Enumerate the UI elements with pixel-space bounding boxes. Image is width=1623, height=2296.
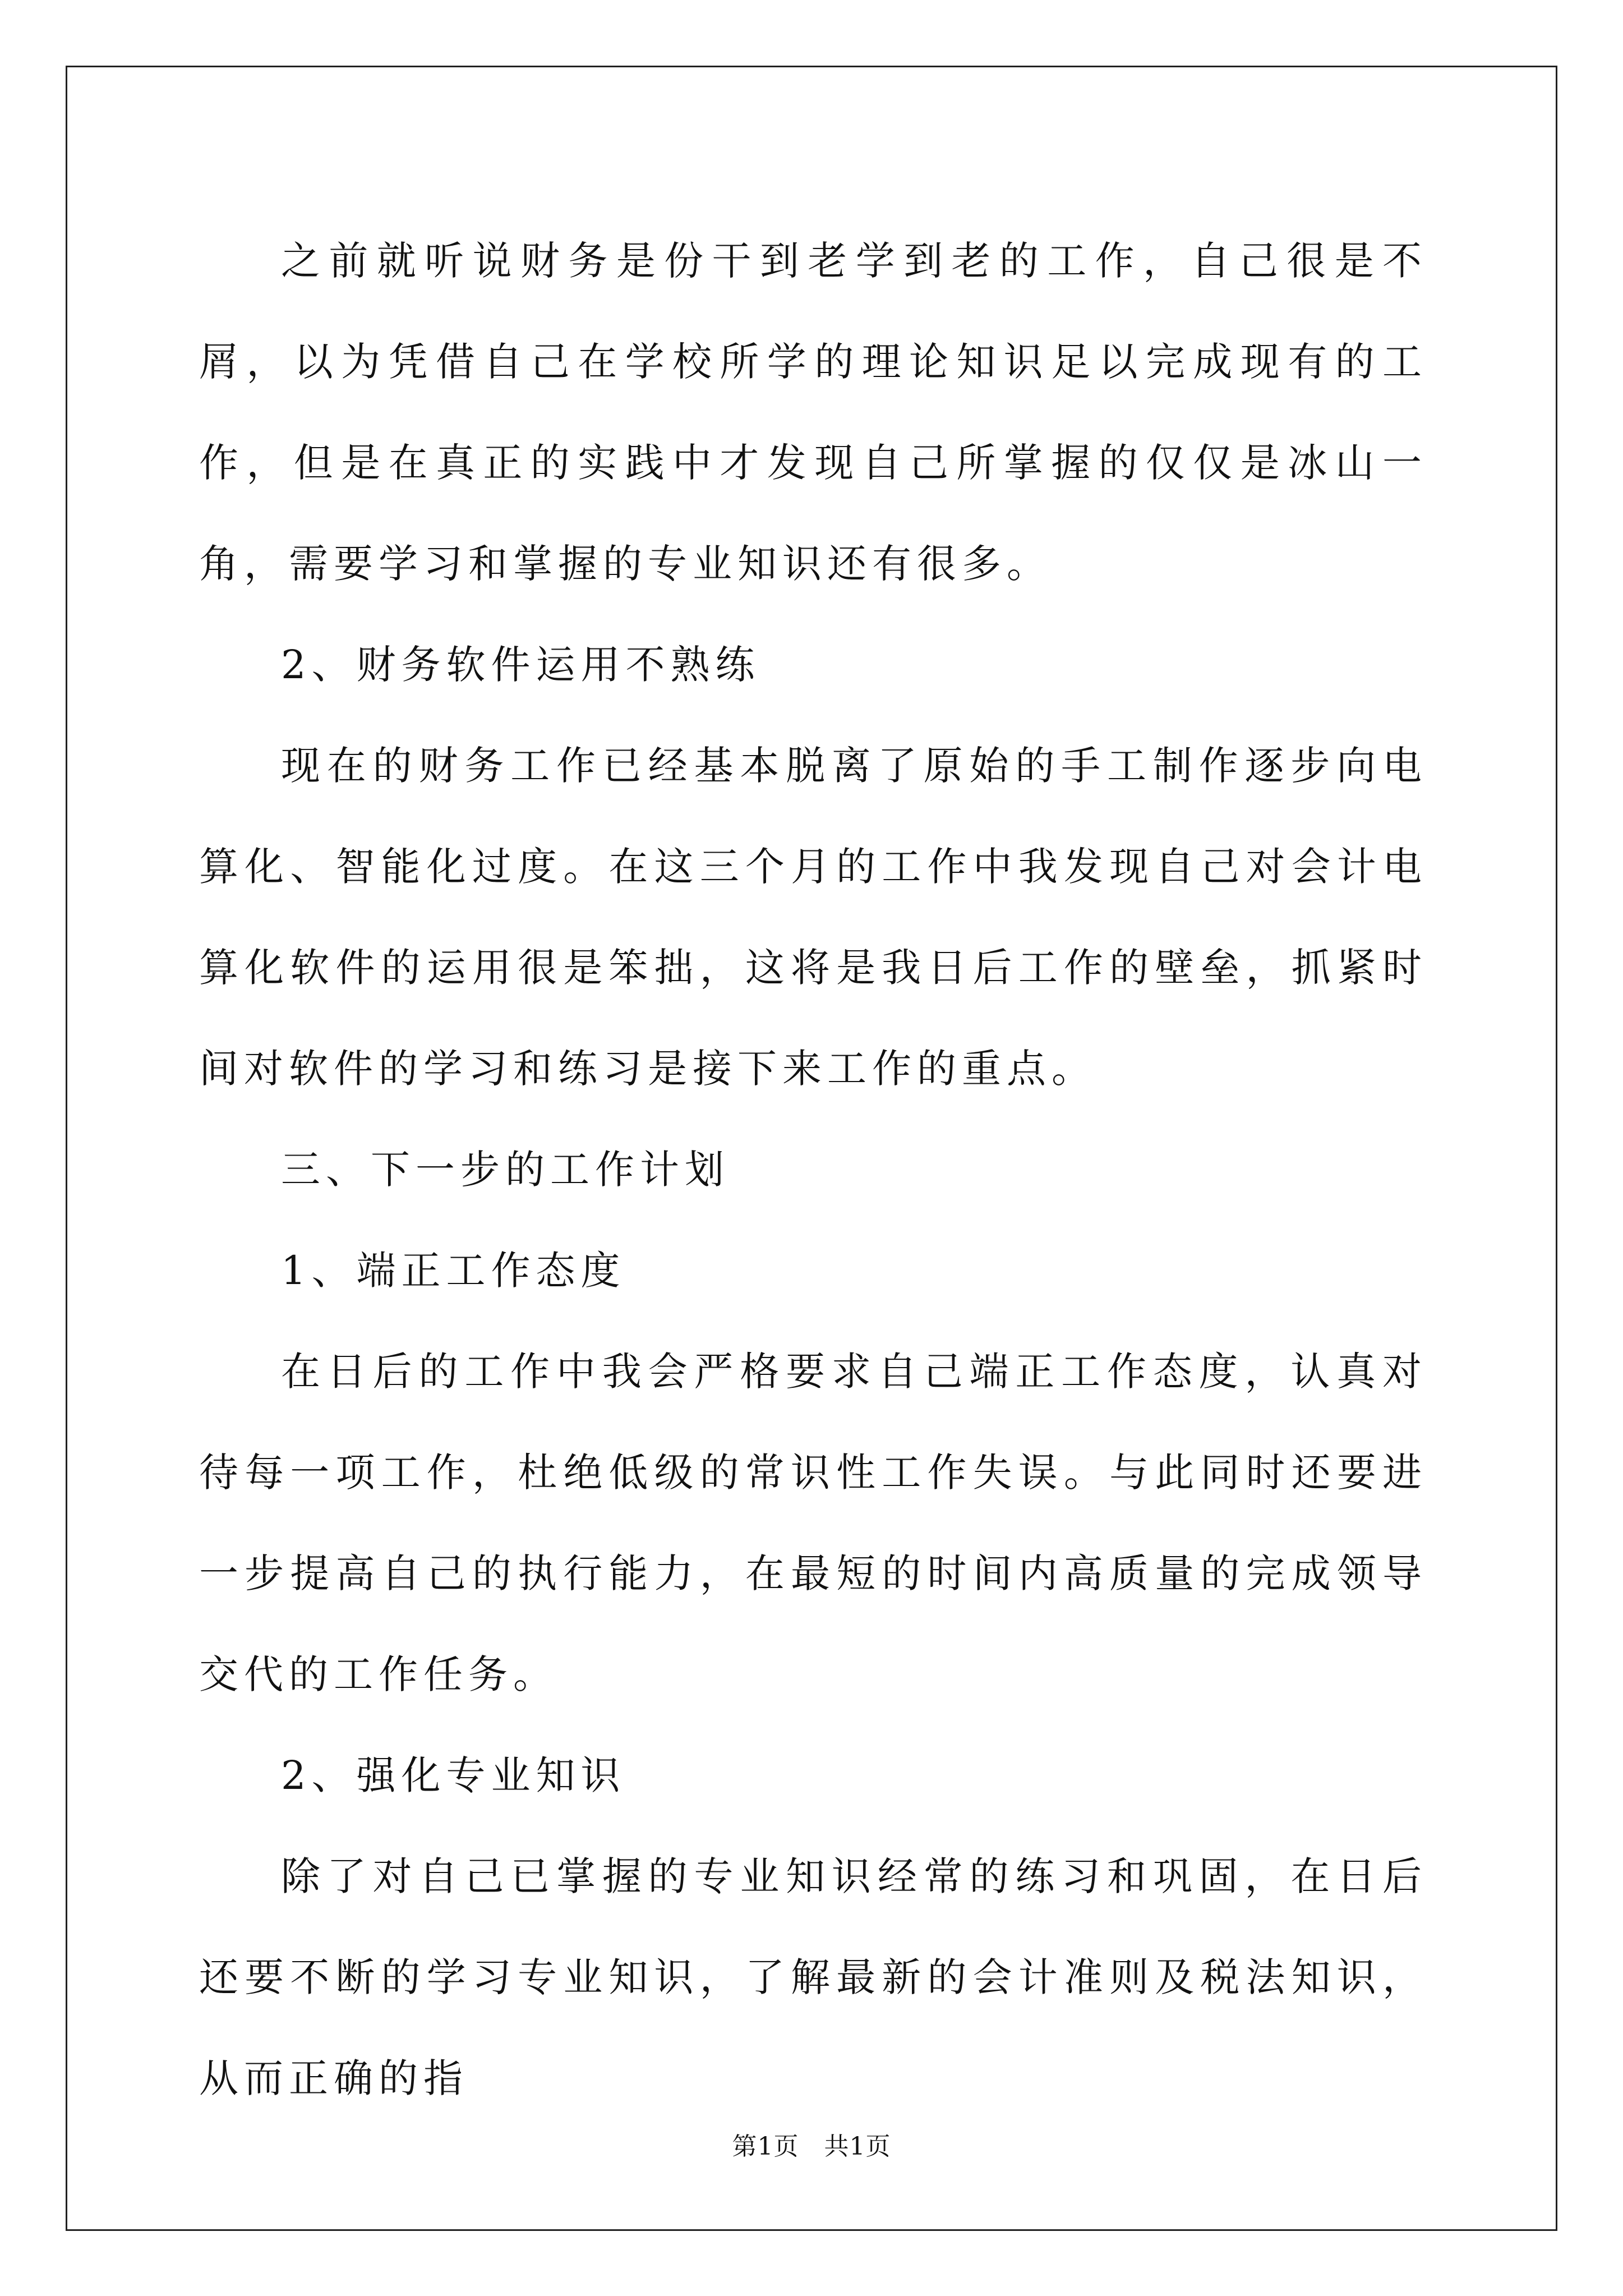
heading-software-skills: 2、财务软件运用不熟练 xyxy=(281,642,760,688)
document-body xyxy=(199,210,1427,2129)
paragraph-learning-attitude: 之前就听说财务是份干到老学到老的工作，自己很是不屑，以为凭借自己在学校所学的理论知识足以完成现有的工作，但是在真正的实践中才发现自己所掌握的仅仅是冰山一角，需要学习和掌握的专业知识还有很多。 xyxy=(199,238,1427,587)
page-number-footer: 第1页 共1页 xyxy=(732,2132,891,2161)
paragraph-work-attitude: 在日后的工作中我会严格要求自己端正工作态度，认真对待每一项工作，杜绝低级的常识性工作失误。与此同时还要进一步提高自己的执行能力，在最短的时间内高质量的完成领导交代的工作任务。 xyxy=(199,1349,1427,1697)
heading-work-attitude: 1、端正工作态度 xyxy=(281,1248,626,1294)
paragraph-professional-knowledge: 除了对自己已掌握的专业知识经常的练习和巩固，在日后还要不断的学习专业知识，了解最新的会计准则及税法知识，从而正确的指 xyxy=(199,1853,1427,2101)
heading-next-plan: 三、下一步的工作计划 xyxy=(281,1147,730,1193)
heading-professional-knowledge: 2、强化专业知识 xyxy=(281,1752,626,1798)
paragraph-software-skills: 现在的财务工作已经基本脱离了原始的手工制作逐步向电算化、智能化过度。在这三个月的工作中我发现自己对会计电算化软件的运用很是笨拙，这将是我日后工作的壁垒，抓紧时间对软件的学习和练习是接下来工作的重点。 xyxy=(199,743,1427,1092)
